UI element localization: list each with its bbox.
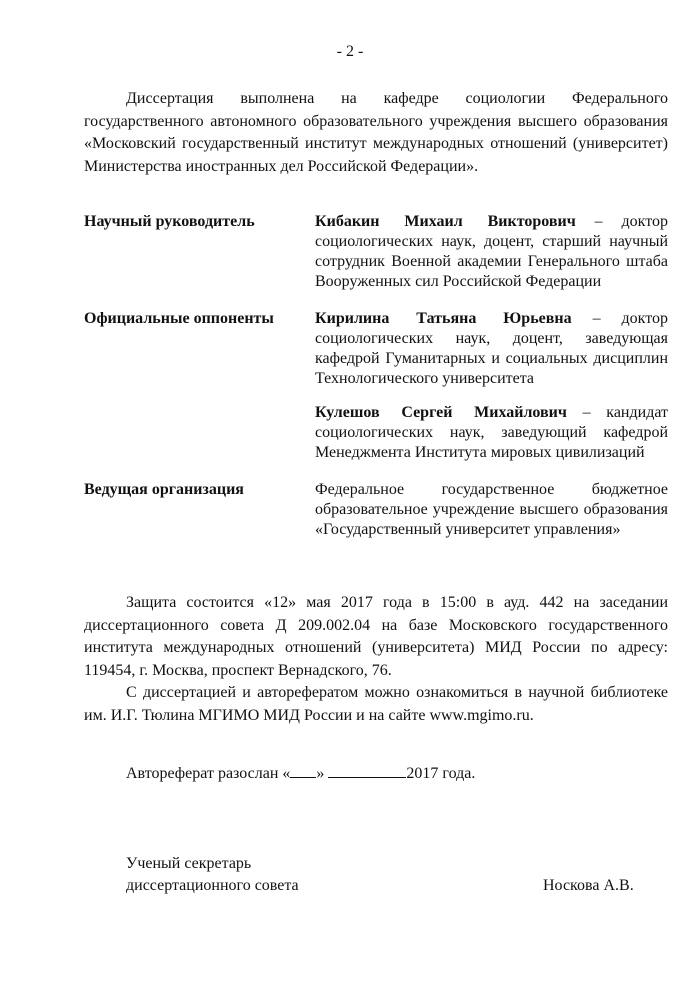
secretary-name: Носкова А.В. — [543, 877, 634, 894]
page-number: - 2 - — [336, 43, 364, 60]
lead-org-label: Ведущая организация — [84, 481, 244, 498]
opponent-1-details: – доктор социологических наук, доцент, заведующая кафедрой Гуманитарных и социальных дисциплин Технологического университета — [315, 310, 668, 387]
abstract-sent-prefix: Автореферат разослан « — [126, 765, 291, 782]
supervisor-details: – доктор социологических наук, доцент, старший научный сотрудник Военной академии Генерального штаба Вооруженных сил Российской Федерации — [315, 213, 668, 290]
opponents-label: Официальные оппоненты — [84, 310, 274, 327]
opponent-2-name: Кулешов Сергей Михайлович — [315, 404, 567, 421]
opponent-1-name: Кирилина Татьяна Юрьевна — [315, 310, 572, 327]
opponent-1-value — [315, 309, 668, 389]
secretary-title-line1: Ученый секретарь — [126, 855, 252, 872]
defense-paragraph: Защита состоится «12» мая 2017 года в 15:00 в ауд. 442 на заседании диссертационного совета Д 209.002.04 на базе Московского государственного института международных отношений (университета) МИД России по адресу: 119454, г. Москва, проспект Вернадского, 76. — [84, 594, 668, 679]
supervisor-label: Научный руководитель — [84, 213, 255, 230]
abstract-sent-line — [126, 762, 475, 785]
abstract-sent-middle: » — [316, 765, 325, 782]
secretary-title-line2: диссертационного совета — [126, 877, 299, 894]
opponent-2-value — [315, 403, 668, 463]
supervisor-value — [315, 212, 668, 292]
intro-paragraph: Диссертация выполнена на кафедре социологии Федерального государственного автономного образовательного учреждения высшего образования «Московский государственный институт международных отношений (университет) Министерства иностранных дел Российской Федерации». — [84, 90, 668, 175]
month-blank — [328, 762, 406, 778]
opponent-2-details: – кандидат социологических наук, заведующий кафедрой Менеджмента Института мировых цивилизаций — [315, 404, 669, 461]
lead-org-details: Федеральное государственное бюджетное образовательное учреждение высшего образования «Государственный университет управления» — [315, 481, 668, 538]
day-blank — [290, 762, 316, 778]
supervisor-name: Кибакин Михаил Викторович — [315, 213, 576, 230]
abstract-sent-suffix: 2017 года. — [406, 765, 476, 782]
library-paragraph: С диссертацией и авторефератом можно ознакомиться в научной библиотеке им. И.Г. Тюлина МГИМО МИД России и на сайте www.mgimo.ru. — [84, 684, 668, 724]
